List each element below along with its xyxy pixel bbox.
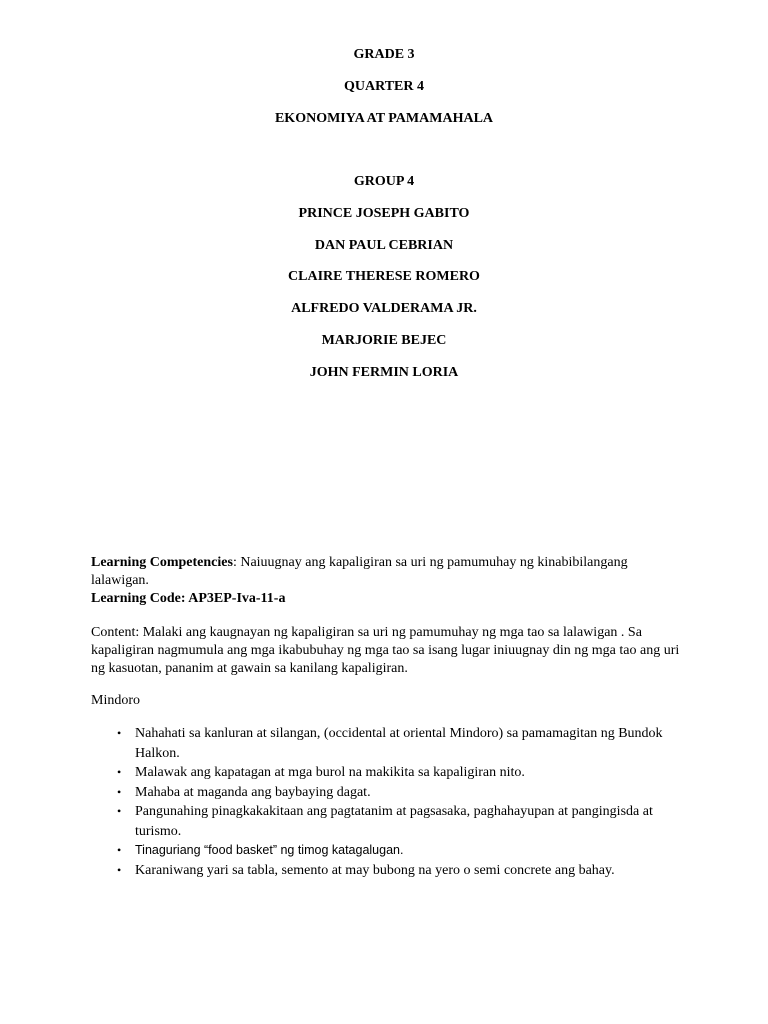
list-item-text: Mahaba at maganda ang baybaying dagat.	[135, 784, 371, 800]
member-name: PRINCE JOSEPH GABITO	[298, 206, 470, 221]
subject-heading: EKONOMIYA AT PAMAMAHALA	[274, 111, 494, 126]
content-line: Content: Malaki ang kaugnayan ng kapaligiran sa uri ng pamumuhay ng mga tao sa lalawigan . Sa	[91, 625, 642, 640]
bullet-list	[91, 724, 681, 880]
content-line: kapaligiran nagmumula ang mga ikabubuhay ng mga tao sa isang lugar iniuugnay din ng mga tao ang uri	[91, 643, 680, 658]
learning-code: Learning Code: AP3EP-Iva-11-a	[91, 591, 286, 606]
quarter-heading: QUARTER 4	[343, 79, 424, 94]
list-item-text: Karaniwang yari sa tabla, semento at may bubong na yero o semi concrete ang bahay.	[135, 862, 615, 878]
competencies-text-cont: lalawigan.	[91, 573, 149, 588]
bullet-icon: •	[117, 726, 122, 740]
list-item-text-cont: turismo.	[135, 823, 182, 839]
list-item-text: Pangunahing pinagkakakitaan ang pagtatanim at pagsasaka, paghahayupan at pangingisda at	[135, 804, 653, 819]
list-item	[91, 802, 681, 841]
competencies-text: : Naiuugnay ang kapaligiran sa uri ng pamumuhay ng kinabibilangang	[232, 555, 628, 570]
member-name: ALFREDO VALDERAMA JR.	[291, 301, 477, 316]
bullet-icon: •	[117, 804, 122, 818]
bullet-icon: •	[117, 784, 122, 799]
list-item	[91, 724, 681, 763]
list-item	[91, 763, 681, 783]
list-item-text-cont: Halkon.	[135, 745, 180, 761]
section-title: Mindoro	[91, 693, 140, 708]
member-name: JOHN FERMIN LORIA	[309, 365, 459, 380]
list-item	[91, 783, 681, 803]
content-line: ng kasuotan, pananim at gawain sa kanilang kapaligiran.	[91, 661, 408, 676]
list-item-text: Malawak ang kapatagan at mga burol na makikita sa kapaligiran nito.	[135, 765, 525, 780]
learning-competencies	[91, 554, 681, 608]
grade-heading: GRADE 3	[353, 47, 415, 62]
member-name: MARJORIE BEJEC	[321, 333, 447, 348]
bullet-icon: •	[117, 862, 122, 877]
list-item-text: Nahahati sa kanluran at silangan, (occidental at oriental Mindoro) sa pamamagitan ng Bundok	[135, 726, 663, 741]
list-item-text: Tinaguriang “food basket” ng timog katagalugan.	[135, 843, 404, 857]
bullet-icon: •	[117, 843, 122, 857]
competencies-label: Learning Competencies	[91, 555, 233, 570]
member-name: CLAIRE THERESE ROMERO	[288, 269, 480, 284]
list-item	[91, 861, 681, 881]
group-title: GROUP 4	[353, 174, 415, 189]
list-item	[91, 841, 681, 861]
content-paragraph	[91, 624, 681, 678]
bullet-icon: •	[117, 765, 122, 779]
member-name: DAN PAUL CEBRIAN	[314, 238, 454, 253]
